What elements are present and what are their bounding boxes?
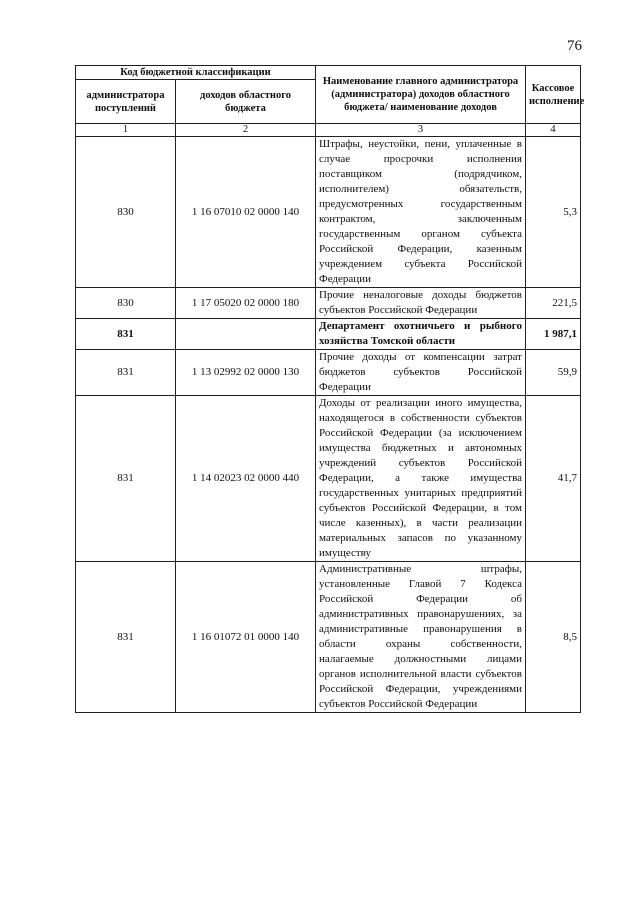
revenue-code-cell: 1 14 02023 02 0000 440 bbox=[176, 396, 316, 562]
header-budget-classification: Код бюджетной классификации bbox=[76, 66, 316, 80]
amount-cell: 5,3 bbox=[526, 137, 581, 288]
header-amount: Кассовое исполнение bbox=[526, 66, 581, 124]
revenue-name-cell: Прочие неналоговые доходы бюджетов субъектов Российской Федерации bbox=[316, 288, 526, 319]
table-row bbox=[76, 562, 581, 713]
header-admin: администратора поступлений bbox=[76, 80, 176, 124]
revenue-code-cell: 1 16 01072 01 0000 140 bbox=[176, 562, 316, 713]
revenue-name-cell: Административные штрафы, установленные Главой 7 Кодекса Российской Федерации об административных правонарушениях, за административные правонарушения в области охраны собственности, налагаемые должностными лицами органов исполнительной власти субъектов Российской Федерации, учреждениями субъектов Российской Федерации bbox=[316, 562, 526, 713]
table-row bbox=[76, 137, 581, 288]
revenue-code-cell: 1 17 05020 02 0000 180 bbox=[176, 288, 316, 319]
revenue-code-cell: 1 16 07010 02 0000 140 bbox=[176, 137, 316, 288]
amount-cell: 221,5 bbox=[526, 288, 581, 319]
amount-cell: 59,9 bbox=[526, 350, 581, 396]
column-number: 2 bbox=[176, 124, 316, 137]
table-row bbox=[76, 288, 581, 319]
budget-revenue-table bbox=[75, 65, 585, 713]
column-number: 4 bbox=[526, 124, 581, 137]
amount-cell: 41,7 bbox=[526, 396, 581, 562]
header-code: доходов областного бюджета bbox=[176, 80, 316, 124]
column-number: 1 bbox=[76, 124, 176, 137]
admin-code-cell: 831 bbox=[76, 396, 176, 562]
revenue-name-cell: Штрафы, неустойки, пени, уплаченные в случае просрочки исполнения поставщиком (подрядчиком, исполнителем) обязательств, предусмотренных государственным контрактом, заключенным государственным органом субъекта Российской Федерации, казенным учреждением субъекта Российской Федерации bbox=[316, 137, 526, 288]
amount-cell: 1 987,1 bbox=[526, 319, 581, 350]
revenue-code-cell: 1 13 02992 02 0000 130 bbox=[176, 350, 316, 396]
column-number: 3 bbox=[316, 124, 526, 137]
table-row-department bbox=[76, 319, 581, 350]
admin-code-cell: 831 bbox=[76, 319, 176, 350]
table-row bbox=[76, 350, 581, 396]
revenue-name-cell: Прочие доходы от компенсации затрат бюджетов субъектов Российской Федерации bbox=[316, 350, 526, 396]
department-name-cell: Департамент охотничьего и рыбного хозяйства Томской области bbox=[316, 319, 526, 350]
header-name: Наименование главного администратора (администратора) доходов областного бюджета/ наименование доходов bbox=[316, 66, 526, 124]
admin-code-cell: 830 bbox=[76, 137, 176, 288]
revenue-code-cell bbox=[176, 319, 316, 350]
column-number-row bbox=[76, 124, 581, 137]
amount-cell: 8,5 bbox=[526, 562, 581, 713]
table-row bbox=[76, 396, 581, 562]
admin-code-cell: 831 bbox=[76, 562, 176, 713]
revenue-name-cell: Доходы от реализации иного имущества, находящегося в собственности субъектов Российской Федерации (за исключением имущества бюджетных и автономных учреждений субъектов Российской Федерации, а также имущества государственных унитарных предприятий субъектов Российской Федерации, в том числе казенных), в части реализации материальных запасов по указанному имуществу bbox=[316, 396, 526, 562]
admin-code-cell: 830 bbox=[76, 288, 176, 319]
admin-code-cell: 831 bbox=[76, 350, 176, 396]
page-number: 76 bbox=[567, 38, 582, 54]
